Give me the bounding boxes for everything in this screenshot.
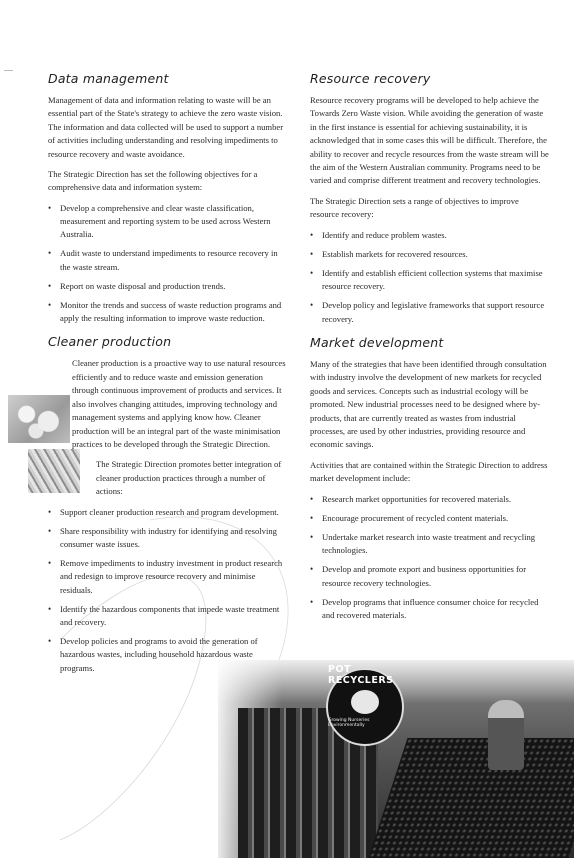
list-item: • Establish markets for recovered resources. (310, 248, 550, 261)
list-item: • Encourage procurement of recycled content materials. (310, 512, 550, 525)
section-heading: Resource recovery (310, 71, 431, 86)
list-item: • Develop programs that influence consumer choice for recycled and recovered materials. (310, 596, 550, 622)
list-item: • Identify and establish efficient collection systems that maximise resource recovery. (310, 267, 550, 293)
logo-subtext: Growing Nurseries Environmentally (328, 718, 370, 728)
cleaner-production-section (48, 334, 288, 674)
list-item: • Identify the hazardous components that impede waste treatment and recovery. (48, 603, 288, 629)
list-item: • Audit waste to understand impediments to resource recovery in the waste stream. (48, 247, 288, 273)
list-item: • Develop and promote export and business opportunities for resource recovery technologies. (310, 563, 550, 589)
paragraph: Management of data and information relating to waste will be an essential part of the State's strategy to achieve the zero waste vision. The information and data collected will be used to support a number of activities including understanding and resolving impediments to resource recovery and waste avoidance. (48, 95, 284, 159)
bullet-list (310, 229, 550, 326)
recycled-pellets-image (8, 395, 70, 443)
list-item: • Identify and reduce problem wastes. (310, 229, 550, 242)
recycling-facility-photo (218, 660, 574, 858)
left-column (48, 71, 288, 684)
pot-recyclers-logo (326, 664, 404, 746)
section-heading: Data management (48, 71, 169, 86)
list-item: • Report on waste disposal and production trends. (48, 280, 288, 293)
logo-text: POT RECYCLERS (328, 664, 394, 686)
list-item: • Monitor the trends and success of waste reduction programs and apply the resulting information to improve waste reduction. (48, 299, 288, 325)
paragraph: The Strategic Direction has set the following objectives for a comprehensive data and information system: (48, 169, 258, 193)
logo-mascot-icon (351, 690, 379, 714)
bullet-list (48, 506, 288, 675)
list-item: • Undertake market research into waste treatment and recycling technologies. (310, 531, 550, 557)
paragraph: Activities that are contained within the Strategic Direction to address market development include: (310, 459, 548, 484)
list-item: • Research market opportunities for recovered materials. (310, 493, 550, 506)
resource-recovery-section (310, 71, 550, 326)
bullet-list (48, 202, 288, 326)
right-column (310, 71, 550, 631)
section-heading: Market development (310, 334, 444, 350)
worker-figure (488, 700, 524, 770)
paragraph: Many of the strategies that have been identified through consultation with industry involve the development of new markets for recycled goods and services. Concepts such as industrial ecology will be promoted. New industrial processes need to be designed where by-products, that are currently treated as wastes from industrial processes, are used by other industries, providing resource and economic savings. (310, 358, 547, 450)
bullet-list (310, 493, 550, 623)
cleaner-production-body (48, 357, 288, 498)
paragraph: Resource recovery programs will be developed to help achieve the Towards Zero Waste vision. While avoiding the generation of waste in the first instance is essential for achieving sustainability, it is acknowledged that in some cases this will be difficult. Therefore, the ability to recover and recycle resources from the waste stream will be the aim of the Western Australian community. Programs need to be varied and comprise different treatment and recovery technologies. (310, 95, 549, 186)
paragraph: The Strategic Direction sets a range of objectives to improve resource recovery: (310, 195, 519, 220)
conveyor-belt (369, 738, 574, 858)
shredded-material-image (28, 449, 80, 493)
market-development-section (310, 335, 550, 622)
data-management-section (48, 71, 288, 325)
list-item: • Develop policy and legislative frameworks that support resource recovery. (310, 299, 550, 325)
list-item: • Share responsibility with industry for identifying and resolving consumer waste issues. (48, 525, 288, 551)
paragraph: The Strategic Direction promotes better integration of cleaner production practices through a number of actions: (96, 459, 282, 497)
list-item: • Develop a comprehensive and clear waste classification, measurement and reporting system to be used across Western Australia. (48, 202, 288, 242)
list-item: • Develop policies and programs to avoid the generation of hazardous wastes, including household hazardous waste programs. (48, 635, 288, 675)
list-item: • Support cleaner production research and program development. (48, 506, 288, 519)
section-heading: Cleaner production (48, 334, 172, 350)
margin-mark (4, 70, 13, 71)
paragraph: Cleaner production is a proactive way to use natural resources efficiently and to reduce waste and emission generation through continuous improvement of products and services. It also involves changing attitudes, improving technology and management systems and applying know how. Cleaner production will be an integral part of the waste minimisation practices to be developed through the Strategic Direction. (72, 358, 286, 449)
list-item: • Remove impediments to industry investment in product research and redesign to improve resource recovery and minimise residuals. (48, 557, 288, 597)
